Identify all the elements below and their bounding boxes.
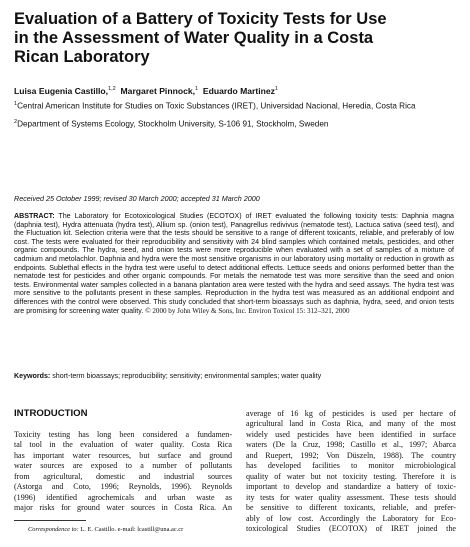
keywords — [14, 372, 454, 380]
author-superscript: 1 — [274, 86, 279, 93]
body-text-line: widely used pesticides have been identified in surface — [246, 429, 456, 439]
author-list — [14, 86, 278, 96]
body-text-line: toxicological Studies (ECOTOX) of IRET joined the — [246, 523, 456, 533]
correspondence-footnote — [28, 526, 183, 533]
body-text-line: important to develop and standardize a battery of toxic- — [246, 482, 456, 492]
body-text-line: Toxicity testing has long been considered a fundamen- — [14, 430, 232, 439]
body-text-line: agricultural land in Costa Rica, and many of the most — [246, 419, 456, 429]
affiliation — [14, 101, 416, 111]
affiliation-superscript: 1 — [14, 101, 18, 107]
article-title — [14, 10, 454, 67]
body-text-line: ity tests for water quality assessment. These tests should — [246, 492, 456, 502]
body-text-line: waters (De la Cruz, 1998; Castillo et al., 1997; Abarca — [246, 440, 456, 450]
body-text-line: major risks for ground water sources in Costa Rica. An — [14, 503, 232, 513]
body-text-line: water sources are exposed to a number of pollutants — [14, 461, 232, 471]
body-text-line: has developed facilities to monitor microbiological — [246, 461, 456, 471]
body-text-line: has important water resources, but surface and ground — [14, 450, 232, 460]
section-heading: INTRODUCTION — [14, 408, 88, 419]
body-text-line: (1996) identified agrochemicals and urban waste as — [14, 492, 232, 502]
author: Luisa Eugenia Castillo, — [14, 86, 109, 96]
abstract-label: ABSTRACT: — [14, 212, 55, 220]
correspondence-label: Correspondence to: — [28, 526, 79, 533]
body-text-line: from agricultural, domestic and industrial sources — [14, 471, 232, 481]
body-text-line: ably of low cost. Accordingly the Laboratory for Eco- — [246, 513, 456, 523]
body-text-line: and Ruepert, 1992; Von Düszeln, 1988). The country — [246, 450, 456, 460]
affiliation-text: Central American Institute for Studies on Toxic Substances (IRET), Universidad Nacional, Heredia, Costa Rica — [17, 101, 416, 111]
title-line: in the Assessment of Water Quality in a Costa — [14, 29, 374, 47]
body-column-left — [14, 430, 232, 514]
body-text-line: (Astorga and Coto, 1996; Reynolds, 1996). Reynolds — [14, 482, 232, 492]
footnote-rule — [14, 520, 86, 521]
copyright-line: © 2000 by John Wiley & Sons, Inc. Environ Toxicol 15: 312–321, 2000 — [145, 306, 350, 315]
author-superscript: 1,2 — [108, 86, 116, 93]
body-text-line: be sensitive to different toxicants, reliable, and prefer- — [246, 503, 456, 513]
body-text-line: average of 16 kg of pesticides is used per hectare of — [246, 409, 456, 418]
title-line: Rican Laboratory — [14, 48, 150, 66]
body-column-right — [246, 409, 456, 534]
affiliation — [14, 119, 328, 129]
affiliation-superscript: 2 — [14, 119, 18, 125]
abstract — [14, 212, 454, 315]
keywords-text: short-term bioassays; reproducibility; sensitivity; environmental samples; water quality — [52, 372, 322, 380]
body-text-line: tal tool in the evaluation of water quality. Costa Rica — [14, 440, 232, 450]
correspondence-text: L. E. Castillo. e-mail: lcastill@una.ac.cr — [80, 526, 184, 533]
author: Eduardo Martinez — [202, 86, 275, 96]
received-dates: Received 25 October 1999; revised 30 March 2000; accepted 31 March 2000 — [14, 194, 260, 203]
keywords-label: Keywords: — [14, 372, 51, 380]
author: Margaret Pinnock, — [120, 86, 196, 96]
body-text-line: quality of water but not toxicity testing. Therefore it is — [246, 471, 456, 481]
author-superscript: 1 — [195, 86, 199, 93]
title-line: Evaluation of a Battery of Toxicity Tests for Use — [14, 10, 387, 28]
abstract-text: The Laboratory for Ecotoxicological Studies (ECOTOX) of IRET evaluated the following toxicity tests: Daphnia magna (daphnia test), Hydra attenuata (hydra test), Allium sp. (onion test), Panagrellus redivivus (nematode test), Lactuca sativa (seed test), and the Fluctuation kit. Selection criteria were that the tests should be sensitive to a range of different toxicants, reliable, and preferably of low cost. The tests were evaluated for their reproducibility and sensitivity with 24 blind samples which contained metals, pesticides, and other organic compounds. The hydra, seed, and onion tests were more reproducible when evaluated with a set of samples of a mixture of cadmium and metolachlor. Daphnia and hydra were the most sensitive organisms in our laboratory using mortality or reduction in growth as endpoints. Sublethal effects in the hydra test were useful to detect additional effects. Lettuce seeds and onions performed better than the nematode test for pesticides and other organic compounds. For metals the nematode test was more sensitive than the seed and onion tests. Environmental water samples collected in a banana plantation area were tested with the hydra and seed assays. The hydra test was more sensitive to the pollutants present in these samples. Reproduction in the hydra test was measured as an additional endpoint and differences with the control were observed. This study concluded that short-term bioassays such as daphnia, hydra, seed, and onion tests are promising for screening water quality. — [14, 212, 454, 315]
affiliation-text: Department of Systems Ecology, Stockholm University, S-106 91, Stockholm, Sweden — [17, 119, 329, 129]
